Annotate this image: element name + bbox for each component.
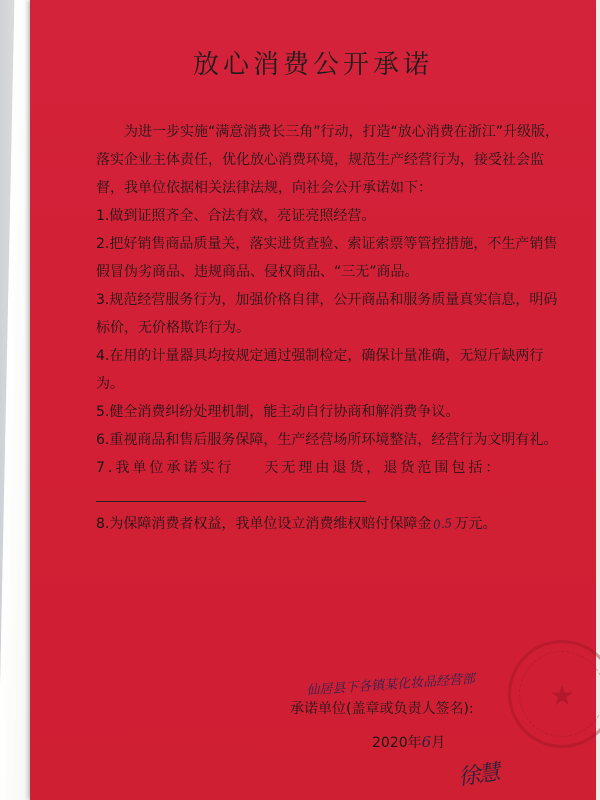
item-1: 1.做到证照齐全、合法有效，亮证亮照经营。: [96, 208, 376, 224]
document-title: 放心消费公开承诺: [192, 50, 433, 80]
item-6: 6.重视商品和售后服务保障，生产经营场所环境整洁，经营行为文明有礼。: [96, 432, 558, 448]
item-8: [96, 510, 566, 538]
date-year: 2020年: [372, 735, 422, 751]
signer-label: 承诺单位(盖章或负责人签名):: [290, 701, 474, 717]
item-5: 5.健全消费纠纷处理机制，能主动自行协商和解消费争议。: [96, 404, 460, 420]
item-7: [96, 454, 566, 510]
item-3: 3.规范经营服务行为，加强价格自律，公开商品和服务质量真实信息，明码标价，无价格欺诈行为。: [96, 292, 558, 336]
item-7-prefix: 7.我单位承诺实行: [96, 460, 235, 476]
document-body: [96, 118, 566, 538]
guarantee-amount: 0.5: [432, 516, 454, 532]
handwritten-unit-name: 仙居县下各镇某化妆品经营部: [305, 671, 476, 699]
item-8-suffix: 万元。: [454, 516, 497, 532]
item-7-middle: 天无理由退货，退货范围包括：: [264, 460, 503, 476]
intro-paragraph: 为进一步实施“满意消费长三角”行动，打造“放心消费在浙江”升级版，落实企业主体责任，优化放心消费环境，规范生产经营行为，接受社会监督，我单位依据相关法律法规，向社会公开承诺如下：: [96, 124, 560, 196]
official-seal: [508, 640, 600, 748]
date-line: [372, 732, 445, 752]
seal-star-icon: ★: [549, 679, 575, 712]
date-month-handwritten: 6: [421, 733, 432, 751]
item-2: 2.把好销售商品质量关，落实进货查验、索证索票等管控措施，不生产销售假冒伪劣商品、违规商品、侵权商品、“三无”商品。: [96, 236, 558, 280]
item-4: 4.在用的计量器具均按规定通过强制检定，确保计量准确，无短斤缺两行为。: [96, 348, 544, 392]
handwritten-signature: 徐慧: [456, 760, 500, 791]
return-scope-blank: [96, 487, 366, 502]
date-month-suffix: 月: [431, 735, 446, 751]
item-8-prefix: 8.为保障消费者权益，我单位设立消费维权赔付保障金: [96, 516, 432, 532]
